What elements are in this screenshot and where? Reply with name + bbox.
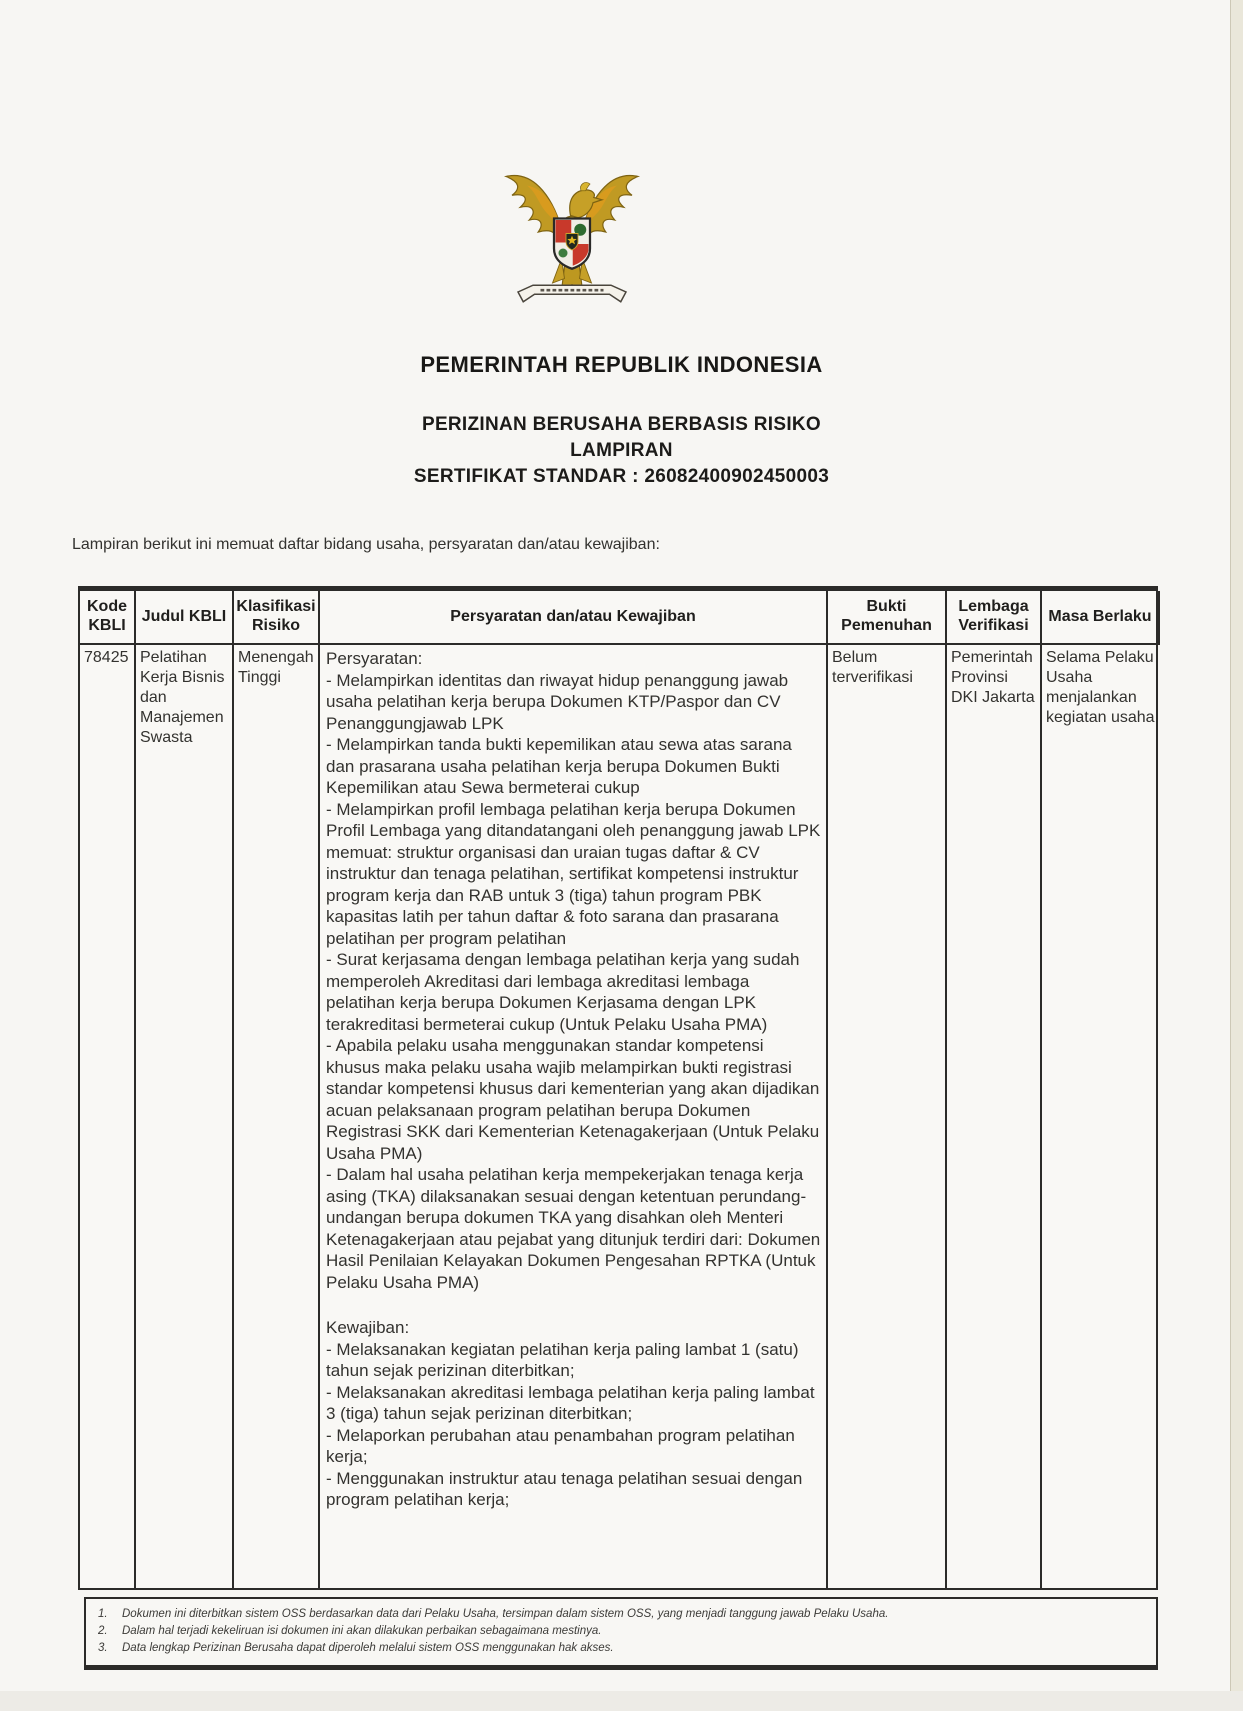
requirement-line: - Melaksanakan akreditasi lembaga pelatihan kerja paling lambat 3 (tiga) tahun sejak perizinan diterbitkan; [326,1382,815,1423]
footnote-text: Dokumen ini diterbitkan sistem OSS berdasarkan data dari Pelaku Usaha, tersimpan dalam sistem OSS, yang menjadi tanggung jawab Pelaku Usaha. [122,1608,889,1620]
requirement-line: - Melaporkan perubahan atau penambahan program pelatihan kerja; [326,1425,795,1466]
requirement-line: - Surat kerjasama dengan lembaga pelatihan kerja yang sudah memperoleh Akreditasi dari lembaga akreditasi lembaga pelatihan kerja berupa Dokumen Kerjasama dengan LPK terakreditasi bermeterai cukup (Untuk Pelaku Usaha PMA) [326,950,800,1034]
footnote-1 [98,1606,1146,1623]
column-header-masa-berlaku: Masa Berlaku [1042,591,1160,645]
requirement-line: - Melampirkan tanda bukti kepemilikan atau sewa atas sarana dan prasarana usaha pelatihan kerja berupa Dokumen Bukti Kepemilikan atau Sewa bermeterai cukup [326,735,792,797]
column-header-persyaratan: Persyaratan dan/atau Kewajiban [320,591,828,645]
requirement-line: - Menggunakan instruktur atau tenaga pelatihan sesuai dengan program pelatihan kerja; [326,1468,803,1509]
footnote-number: 2. [98,1625,108,1637]
government-title: PEMERINTAH REPUBLIK INDONESIA [420,352,823,377]
scan-edge-artifact-bottom [0,1691,1243,1711]
column-header-klasifikasi-risiko: Klasifikasi Risiko [234,591,320,645]
column-header-kode-kbli: Kode KBLI [80,591,136,645]
requirement-line [326,1293,822,1317]
requirement-line: - Apabila pelaku usaha menggunakan standar kompetensi khusus maka pelaku usaha wajib melampirkan bukti registrasi standar kompetensi khusus dari kementerian yang akan dijadikan acuan pelaksanaan program pelatihan berupa Dokumen Registrasi SKK dari Kementerian Ketenagakerjaan (Untuk Pelaku Usaha PMA) [326,1036,820,1163]
requirement-line: Persyaratan: [326,649,423,668]
column-header-judul-kbli: Judul KBLI [136,591,234,645]
cell-masa-berlaku: Selama Pelaku Usaha menjalankan kegiatan usaha [1046,649,1155,726]
cell-bukti-pemenuhan: Belum terverifikasi [828,645,947,1588]
scan-edge-artifact [1230,0,1243,1711]
footnote-number: 1. [98,1608,108,1620]
requirement-line: Kewajiban: [326,1318,410,1337]
cell-klasifikasi-risiko: Menengah Tinggi [234,645,320,1588]
garuda-pancasila-emblem-icon [497,148,647,316]
column-header-lembaga-verifikasi: Lembaga Verifikasi [947,591,1042,645]
cell-persyaratan-kewajiban [320,645,828,1588]
footnote-2 [98,1623,1146,1640]
requirement-line: - Melaksanakan kegiatan pelatihan kerja paling lambat 1 (satu) tahun sejak perizinan diterbitkan; [326,1339,799,1380]
footnote-number: 3. [98,1642,108,1654]
cell-judul-kbli: Pelatihan Kerja Bisnis dan Manajemen Swasta [136,645,234,1588]
document-title: PERIZINAN BERUSAHA BERBASIS RISIKO [421,414,822,435]
requirement-line: - Melampirkan profil lembaga pelatihan kerja berupa Dokumen Profil Lembaga yang ditandatangani oleh penanggung jawab LPK memuat: struktur organisasi dan uraian tugas daftar & CV instruktur dan tenaga pelatihan, sertifikat kompetensi instruktur program kerja dan RAB untuk 3 (tiga) tahun program PBK kapasitas latih per tahun daftar & foto sarana dan prasarana pelatihan per program pelatihan [326,799,821,948]
footnote-text: Data lengkap Perizinan Berusaha dapat diperoleh melalui sistem OSS menggunakan hak akses. [122,1642,614,1654]
certificate-number: SERTIFIKAT STANDAR : 26082400902450003 [413,466,830,487]
requirement-line: - Dalam hal usaha pelatihan kerja mempekerjakan tenaga kerja asing (TKA) dilaksanakan sesuai dengan ketentuan perundang-undangan berupa dokumen TKA yang disahkan oleh Menteri Ketenagakerjaan atau pejabat yang ditunjuk terdiri dari: Dokumen Hasil Penilaian Kelayakan Dokumen Pengesahan RPTKA (Untuk Pelaku Usaha PMA) [326,1165,821,1292]
kbli-requirements-table [78,586,1158,1590]
requirement-line: - Melampirkan identitas dan riwayat hidup penanggung jawab usaha pelatihan kerja berupa Dokumen KTP/Paspor dan CV Penanggungjawab LPK [326,670,789,733]
cell-lembaga-verifikasi: Pemerintah Provinsi DKI Jakarta [947,645,1042,1588]
document-subtitle-lampiran: LAMPIRAN [570,440,673,461]
footnote-text: Dalam hal terjadi kekeliruan isi dokumen ini akan dilakukan perbaikan sebagaimana mestinya. [122,1625,602,1637]
cell-kode-kbli: 78425 [80,645,136,1588]
intro-text: Lampiran berikut ini memuat daftar bidang usaha, persyaratan dan/atau kewajiban: [72,536,660,553]
footnote-3 [98,1640,1146,1657]
column-header-bukti-pemenuhan: Bukti Pemenuhan [828,591,947,645]
document-title-block [0,412,1243,490]
footnotes-box [84,1597,1158,1670]
